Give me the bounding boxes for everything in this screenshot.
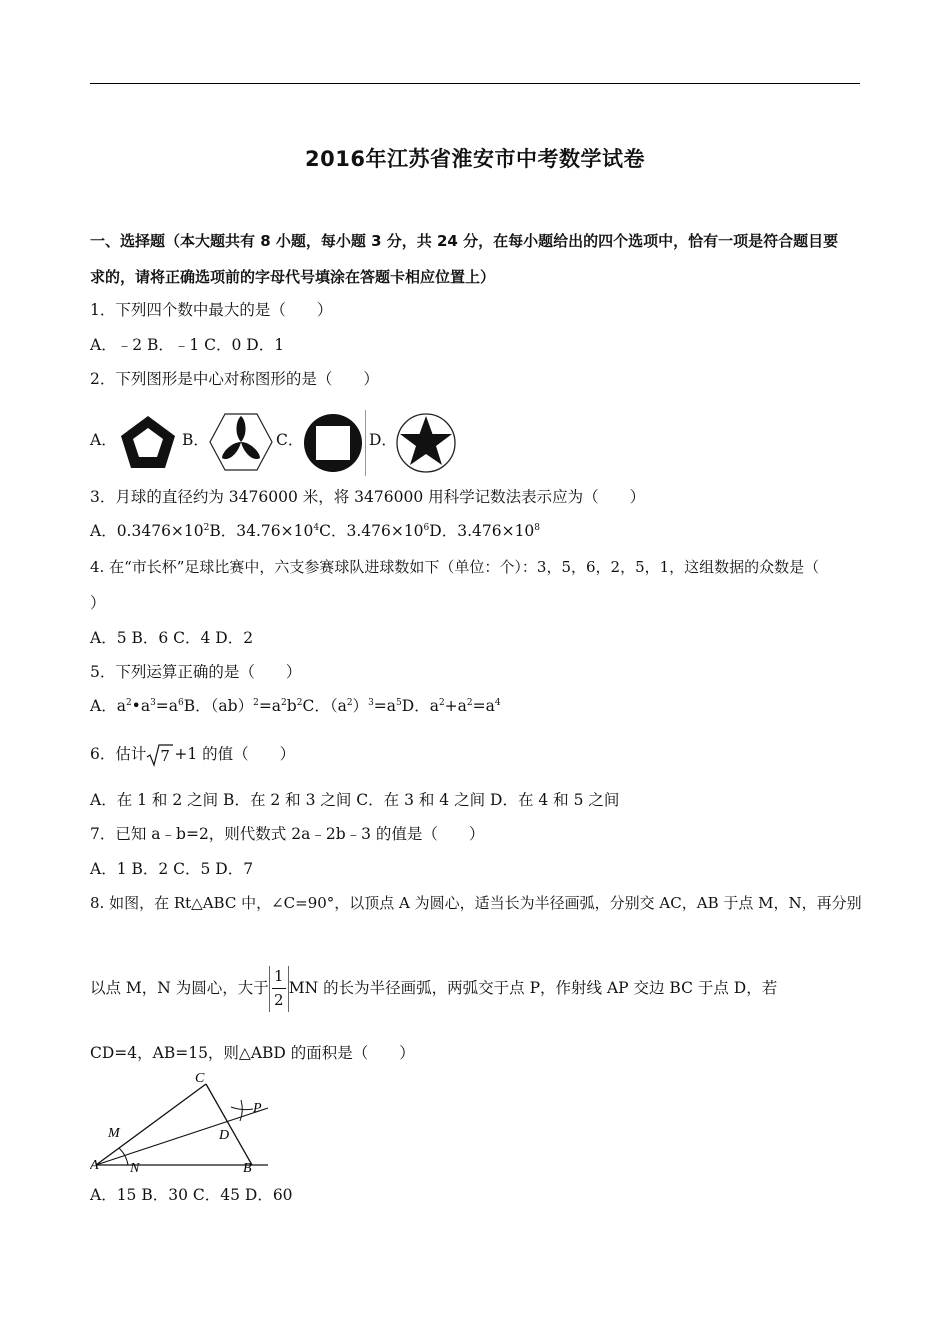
q5-options	[90, 696, 501, 716]
label-b: B	[243, 1161, 252, 1175]
circle-square-figure	[302, 412, 364, 474]
q5-option-b: B．（ab）	[183, 697, 254, 715]
q5-a-exp1: 2	[125, 698, 132, 708]
q3-d-exponent: 8	[534, 523, 541, 533]
q8-stem2-post: MN 的长为半径画弧，两弧交于点 P，作射线 AP 交边 BC 于点 D，若	[288, 979, 778, 997]
triangle-figure	[90, 1069, 270, 1175]
q5-d-eq: =a	[472, 697, 495, 715]
q6-stem	[90, 741, 295, 767]
q4-options: A．5 B．6 C．4 D．2	[90, 629, 254, 647]
q5-a-eq: =a	[155, 697, 179, 715]
q6-stem-pre: 6．估计	[90, 745, 147, 763]
q8-stem-line2	[90, 965, 777, 1012]
q5-option-c: C．（a	[302, 697, 347, 715]
fraction-one-half	[270, 966, 288, 1012]
label-n: N	[130, 1161, 140, 1175]
q5-option-d: D．a	[401, 697, 439, 715]
section-heading-line2: 求的，请将正确选项前的字母代号填涂在答题卡相应位置上）	[90, 268, 496, 286]
q5-b-eq: =a	[258, 697, 282, 715]
q7-stem: 7．已知 a﹣b=2，则代数式 2a﹣2b﹣3 的值是（ ）	[90, 825, 485, 843]
q5-a-mid: •a	[131, 697, 151, 715]
q5-c-exp3: 5	[396, 698, 402, 708]
q5-b-exp2: 2	[281, 698, 287, 708]
sqrt-radicand: 7	[160, 747, 170, 765]
q1-stem: 1．下列四个数中最大的是（ ）	[90, 301, 333, 319]
circle-star-figure	[395, 412, 457, 474]
q3-c-exponent: 6	[423, 523, 430, 533]
q5-d-plus: +a	[444, 697, 467, 715]
q4-stem-line1: 4. 在“市长杯”足球比赛中，六支参赛球队进球数如下（单位：个）：3，5，6，2，5，1，这组数据的众数是（	[90, 558, 820, 576]
q3-stem: 3．月球的直径约为 3476000 米，将 3476000 用科学记数法表示应为（ ）	[90, 488, 646, 506]
q3-option-c: C．3.476×10	[319, 522, 424, 540]
q7-options: A．1 B．2 C．5 D．7	[90, 860, 254, 878]
q5-c-exp1: 2	[346, 698, 353, 708]
q3-options	[90, 521, 540, 541]
q3-option-b: B．34.76×10	[209, 522, 314, 540]
q3-option-a: A．0.3476×10	[90, 522, 204, 540]
q5-c-eq: =a	[373, 697, 397, 715]
q5-stem: 5．下列运算正确的是（ ）	[90, 663, 302, 681]
top-rule	[90, 83, 860, 84]
q6-stem-post: +1 的值（ ）	[174, 745, 296, 763]
q5-d-exp3: 4	[494, 698, 501, 708]
q5-b-exp1: 2	[253, 698, 259, 708]
q5-a-exp3: 6	[178, 698, 184, 708]
q8-stem2-pre: 以点 M，N 为圆心，大于	[90, 979, 269, 997]
q2-label-c: C．	[276, 431, 304, 449]
label-a: A	[90, 1158, 99, 1173]
q1-options: A．﹣2 B．﹣1 C．0 D．1	[90, 336, 285, 354]
q5-option-a: A．a	[90, 697, 126, 715]
q6-options: A．在 1 和 2 之间 B．在 2 和 3 之间 C．在 3 和 4 之间 D．在 4 和 5 之间	[90, 791, 620, 809]
q5-d-exp2: 2	[466, 698, 473, 708]
pentagon-figure	[118, 414, 178, 470]
hexagon-propeller-figure	[208, 412, 274, 472]
q8-stem-line1: 8. 如图，在 Rt△ABC 中，∠C=90°，以顶点 A 为圆心，适当长为半径画弧，分别交 AC，AB 于点 M，N，再分别	[90, 894, 862, 912]
q5-c-paren: ）	[352, 697, 369, 715]
q5-b-exp3: 2	[296, 698, 303, 708]
q5-d-exp1: 2	[438, 698, 445, 708]
page-title: 2016年江苏省淮安市中考数学试卷	[305, 147, 645, 171]
label-d: D	[219, 1128, 230, 1143]
figure-divider	[365, 410, 366, 476]
q5-b-var: b	[286, 697, 297, 715]
q3-a-exponent: 2	[203, 523, 210, 533]
q2-label-d: D．	[369, 431, 397, 449]
label-p: P	[253, 1101, 262, 1116]
label-m: M	[108, 1126, 120, 1141]
label-c: C	[195, 1071, 205, 1086]
fraction-numerator: 1	[274, 967, 284, 985]
q8-options: A．15 B．30 C．45 D．60	[90, 1186, 293, 1204]
fraction-denominator: 2	[274, 991, 284, 1009]
q8-stem-line3: CD=4，AB=15，则△ABD 的面积是（ ）	[90, 1044, 415, 1062]
q2-stem: 2．下列图形是中心对称图形的是（ ）	[90, 370, 379, 388]
q2-label-a: A．	[90, 431, 117, 449]
sqrt-symbol	[146, 743, 174, 767]
q3-option-d: D．3.476×10	[429, 522, 535, 540]
q4-stem-line2: ）	[90, 594, 106, 612]
q2-label-b: B．	[182, 431, 209, 449]
q5-a-exp2: 3	[150, 698, 156, 708]
section-heading-line1: 一、选择题（本大题共有 8 小题，每小题 3 分，共 24 分，在每小题给出的四个选项中，恰有一项是符合题目要	[90, 232, 839, 250]
q5-c-exp2: 3	[368, 698, 374, 708]
q2-options	[90, 410, 470, 476]
q3-b-exponent: 4	[313, 523, 320, 533]
